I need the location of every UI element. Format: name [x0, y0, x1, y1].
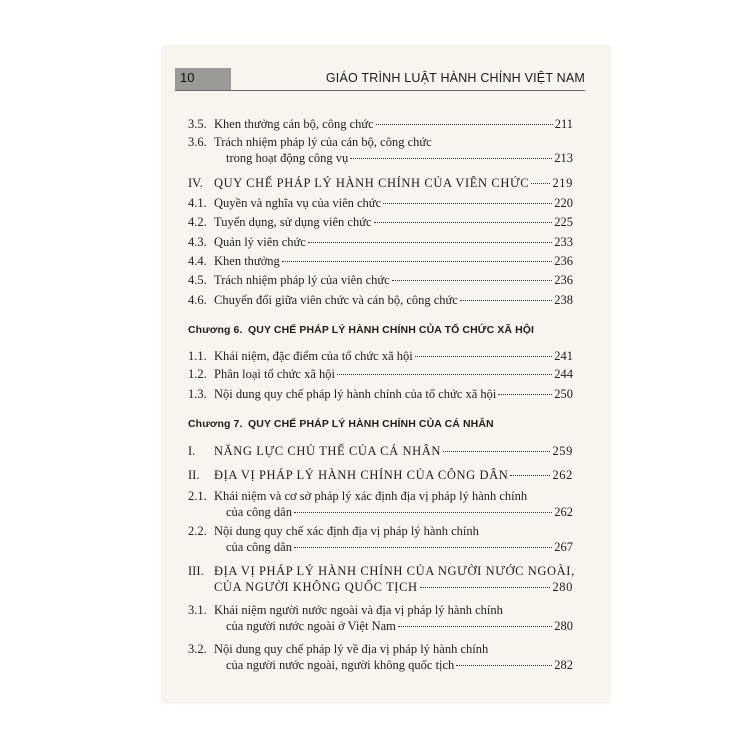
toc-entry-title: Khen thưởng cán bộ, công chức	[214, 117, 374, 131]
toc-entry-number: 4.6.	[188, 293, 207, 307]
toc-entry-number: 3.1.	[188, 603, 207, 617]
toc-entry-number: 4.2.	[188, 215, 207, 229]
toc-entry-title: của người nước ngoài, người không quốc tịch	[226, 658, 455, 672]
toc-entry-number: III.	[188, 564, 204, 578]
dot-leader	[350, 157, 552, 159]
dot-leader	[531, 182, 550, 184]
dot-leader	[294, 511, 552, 513]
toc-entry-number: 3.2.	[188, 642, 207, 656]
toc-entry-title: Tuyển dụng, sử dụng viên chức	[214, 215, 372, 229]
dot-leader	[443, 450, 550, 452]
dot-leader	[456, 664, 552, 666]
toc-entry-title: Khen thưởng	[214, 254, 280, 268]
dot-leader	[308, 241, 552, 243]
toc-page-number: 241	[554, 349, 573, 363]
toc-entry-title: ĐỊA VỊ PHÁP LÝ HÀNH CHÍNH CỦA CÔNG DÂN	[214, 468, 509, 482]
toc-entry-title: Khái niệm, đặc điểm của tổ chức xã hội	[214, 349, 413, 363]
chapter-heading	[188, 324, 573, 336]
page-number: 10	[180, 70, 195, 85]
toc-page-number: 282	[554, 658, 573, 672]
dot-leader	[510, 474, 550, 476]
toc-page-number: 259	[552, 444, 573, 458]
toc-entry-title: Quyền và nghĩa vụ của viên chức	[214, 196, 382, 210]
toc-entry-title: trong hoạt động công vụ	[226, 151, 349, 165]
toc-entry-number: 3.5.	[188, 117, 207, 131]
toc-page-number: 211	[554, 117, 573, 131]
toc-entry-number: 4.5.	[188, 273, 207, 287]
dot-leader	[392, 279, 553, 281]
toc-entry-number: 1.3.	[188, 387, 207, 401]
toc-page-number: 262	[552, 468, 573, 482]
toc-entry-number: I.	[188, 444, 196, 458]
toc-entry-number: 4.1.	[188, 196, 207, 210]
toc-entry-number: IV.	[188, 176, 203, 190]
toc-page-number: 280	[554, 619, 573, 633]
toc-page-number: 236	[554, 273, 573, 287]
toc-entry-title: Nội dung quy chế pháp lý về địa vị pháp lý hành chính	[214, 642, 489, 656]
dot-leader	[376, 123, 553, 125]
chapter-title: QUY CHẾ PHÁP LÝ HÀNH CHÍNH CỦA TỔ CHỨC XÃ HỘI	[248, 324, 535, 336]
toc-page-number: 262	[554, 505, 573, 519]
dot-leader	[398, 625, 552, 627]
toc-page-number: 220	[554, 196, 573, 210]
toc-page-number: 267	[554, 540, 573, 554]
toc-entry-title: ĐỊA VỊ PHÁP LÝ HÀNH CHÍNH CỦA NGƯỜI NƯỚC NGOÀI,	[214, 564, 575, 578]
toc-entry-title: Nội dung quy chế xác định địa vị pháp lý hành chính	[214, 524, 479, 538]
chapter-label: Chương 6.	[188, 324, 243, 336]
toc-page-number: 250	[554, 387, 573, 401]
toc-entry-title: Nội dung quy chế pháp lý hành chính của tổ chức xã hội	[214, 387, 497, 401]
toc-entry-number: 1.2.	[188, 367, 207, 381]
toc-page-number: 244	[554, 367, 573, 381]
toc-entry-title: của công dân	[226, 540, 292, 554]
toc-entry-number: II.	[188, 468, 200, 482]
dot-leader	[420, 586, 551, 588]
running-title: GIÁO TRÌNH LUẬT HÀNH CHÍNH VIỆT NAM	[325, 71, 585, 85]
toc-entry-title: Phân loại tổ chức xã hội	[214, 367, 335, 381]
toc-entry-title: CỦA NGƯỜI KHÔNG QUỐC TỊCH	[214, 580, 418, 594]
toc-entry-title: Khái niệm người nước ngoài và địa vị pháp lý hành chính	[214, 603, 503, 617]
chapter-heading	[188, 418, 573, 430]
toc-entry-title: của người nước ngoài ở Việt Nam	[226, 619, 396, 633]
dot-leader	[383, 202, 552, 204]
toc-entry-number: 4.4.	[188, 254, 207, 268]
toc-entry-number: 2.1.	[188, 489, 207, 503]
toc-page-number: 219	[552, 176, 573, 190]
toc-entry-title: Quản lý viên chức	[214, 235, 306, 249]
toc-entry-title: Trách nhiệm pháp lý của cán bộ, công chức	[214, 135, 432, 149]
dot-leader	[460, 299, 552, 301]
toc-page-number: 225	[554, 215, 573, 229]
dot-leader	[282, 260, 552, 262]
toc-entry-title: Khái niệm và cơ sở pháp lý xác định địa vị pháp lý hành chính	[214, 489, 528, 503]
table-of-contents	[188, 0, 573, 750]
dot-leader	[337, 373, 552, 375]
toc-entry-title: NĂNG LỰC CHỦ THỂ CỦA CÁ NHÂN	[214, 444, 441, 458]
toc-entry-title: của công dân	[226, 505, 292, 519]
toc-page-number: 280	[552, 580, 573, 594]
toc-entry-title: Chuyển đổi giữa viên chức và cán bộ, công chức	[214, 293, 458, 307]
toc-entry-title: Trách nhiệm pháp lý của viên chức	[214, 273, 390, 287]
dot-leader	[294, 546, 552, 548]
toc-entry-number: 4.3.	[188, 235, 207, 249]
toc-page-number: 236	[554, 254, 573, 268]
toc-page-number: 213	[554, 151, 573, 165]
toc-entry-number: 3.6.	[188, 135, 207, 149]
chapter-label: Chương 7.	[188, 418, 243, 430]
toc-entry-title: QUY CHẾ PHÁP LÝ HÀNH CHÍNH CỦA VIÊN CHỨC	[214, 176, 530, 190]
dot-leader	[415, 355, 553, 357]
dot-leader	[374, 221, 553, 223]
toc-page-number: 233	[554, 235, 573, 249]
toc-entry-number: 1.1.	[188, 349, 207, 363]
chapter-title: QUY CHẾ PHÁP LÝ HÀNH CHÍNH CỦA CÁ NHÂN	[248, 418, 494, 430]
dot-leader	[498, 393, 552, 395]
toc-page-number: 238	[554, 293, 573, 307]
toc-entry-number: 2.2.	[188, 524, 207, 538]
